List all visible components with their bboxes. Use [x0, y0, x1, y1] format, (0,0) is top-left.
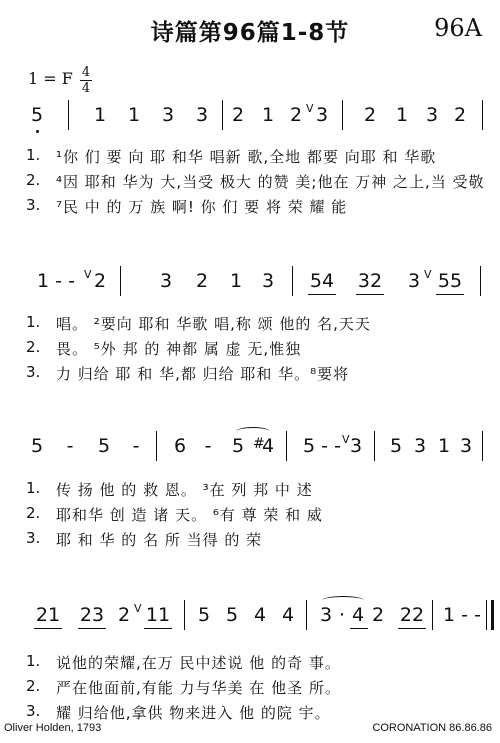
note: 2	[371, 604, 385, 626]
time-signature	[80, 66, 92, 95]
time-bottom: 4	[81, 81, 91, 96]
note: 2	[93, 270, 107, 292]
note: 1	[93, 104, 107, 126]
lyric-line: 耀 归给他,拿供 物来进入 他 的院 宇。	[56, 704, 331, 722]
note: 4	[261, 435, 275, 457]
note: 3	[425, 104, 439, 126]
note: 1	[437, 435, 451, 457]
note: 2	[195, 270, 209, 292]
verse-number: 1.	[26, 313, 41, 331]
note: 2	[453, 104, 467, 126]
note: 1 - -	[443, 604, 481, 626]
note: 6	[173, 435, 187, 457]
note: ·	[338, 604, 346, 626]
note: 5 - -	[303, 435, 341, 457]
note: 5	[225, 604, 239, 626]
note: 5	[197, 604, 211, 626]
lyric-line: 畏。 ⁵外 邦 的 神都 属 虚 无,惟独	[56, 340, 302, 358]
note: 3	[195, 104, 209, 126]
notation-system-3: 5 - 5 - 6 - 5 # 4 5 - - V 3 5 3 1 3	[0, 435, 500, 465]
note: -	[66, 435, 74, 457]
tune-name: CORONATION 86.86.86	[372, 722, 492, 734]
verse-number: 2.	[26, 677, 41, 695]
hymn-number: 96A	[434, 14, 482, 42]
note: 2	[289, 104, 303, 126]
verse-number: 3.	[26, 196, 41, 214]
note: 2	[363, 104, 377, 126]
note: 1	[229, 270, 243, 292]
note: 4	[253, 604, 267, 626]
note: 2	[231, 104, 245, 126]
note: 22	[399, 604, 425, 626]
note: 1	[261, 104, 275, 126]
note: 23	[79, 604, 105, 626]
note: 55	[437, 270, 463, 292]
lyric-line: 唱。 ²要向 耶和 华歌 唱,称 颂 他的 名,天天	[56, 315, 371, 333]
verse-number: 1.	[26, 146, 41, 164]
verse-number: 2.	[26, 338, 41, 356]
note: -	[132, 435, 140, 457]
verse-number: 2.	[26, 171, 41, 189]
key-signature: 1 = F	[28, 69, 73, 88]
lyric-line: 传 扬 他 的 救 恩。 ³在 列 邦 中 述	[56, 481, 313, 499]
note: 3	[349, 435, 363, 457]
verse-number: 2.	[26, 504, 41, 522]
page-title: 诗篇第96篇1-8节	[150, 20, 350, 46]
note: 4	[351, 604, 365, 626]
lyric-line: 说他的荣耀,在万 民中述说 他 的奇 事。	[56, 654, 341, 672]
note: 4	[281, 604, 295, 626]
note: 21	[35, 604, 61, 626]
note: -	[204, 435, 212, 457]
note: 2	[117, 604, 131, 626]
note: 5	[231, 435, 245, 457]
note: 11	[145, 604, 171, 626]
verse-number: 3.	[26, 363, 41, 381]
lyric-line: 严在他面前,有能 力与华美 在 他圣 所。	[56, 679, 341, 697]
note: 3	[459, 435, 473, 457]
notation-system-4: 21 23 2 V 11 5 5 4 4 3 · 4 2 22 1 - -	[0, 604, 500, 634]
notation-system-1: 5 1 1 3 3 2 1 2 V 3 2 1 3 2	[0, 104, 500, 134]
note: 5	[97, 435, 111, 457]
note: 3	[159, 270, 173, 292]
note: 3	[315, 104, 329, 126]
verse-number: 1.	[26, 479, 41, 497]
note: 3	[413, 435, 427, 457]
note: 1	[395, 104, 409, 126]
lyric-line: ⁷民 中 的 万 族 啊! 你 们 要 将 荣 耀 能	[56, 198, 348, 216]
note: 3	[261, 270, 275, 292]
verse-number: 3.	[26, 529, 41, 547]
notation-system-2: 1 - - V 2 3 2 1 3 54 32 3 V 55	[0, 270, 500, 300]
verse-number: 1.	[26, 652, 41, 670]
lyric-line: ⁴因 耶和 华为 大,当受 极大 的赞 美;他在 万神 之上,当 受敬	[56, 173, 485, 191]
note: 5	[30, 435, 44, 457]
note: 32	[357, 270, 383, 292]
lyric-line: 耶和华 创 造 诸 天。 ⁶有 尊 荣 和 威	[56, 506, 323, 524]
note: 54	[309, 270, 335, 292]
verse-number: 3.	[26, 702, 41, 720]
note: 5	[389, 435, 403, 457]
composer-credit: Oliver Holden, 1793	[4, 722, 102, 734]
note: 1 - -	[37, 270, 75, 292]
lyric-line: ¹你 们 要 向 耶 和华 唱新 歌,全地 都要 向耶 和 华歌	[56, 148, 437, 166]
lyric-line: 耶 和 华 的 名 所 当得 的 荣	[56, 531, 263, 549]
lyric-line: 力 归给 耶 和 华,都 归给 耶和 华。⁸要将	[56, 365, 350, 383]
note: 1	[127, 104, 141, 126]
note: 3	[319, 604, 333, 626]
time-top: 4	[81, 65, 91, 80]
note: 3	[407, 270, 421, 292]
note: 3	[161, 104, 175, 126]
note: 5	[30, 104, 44, 126]
